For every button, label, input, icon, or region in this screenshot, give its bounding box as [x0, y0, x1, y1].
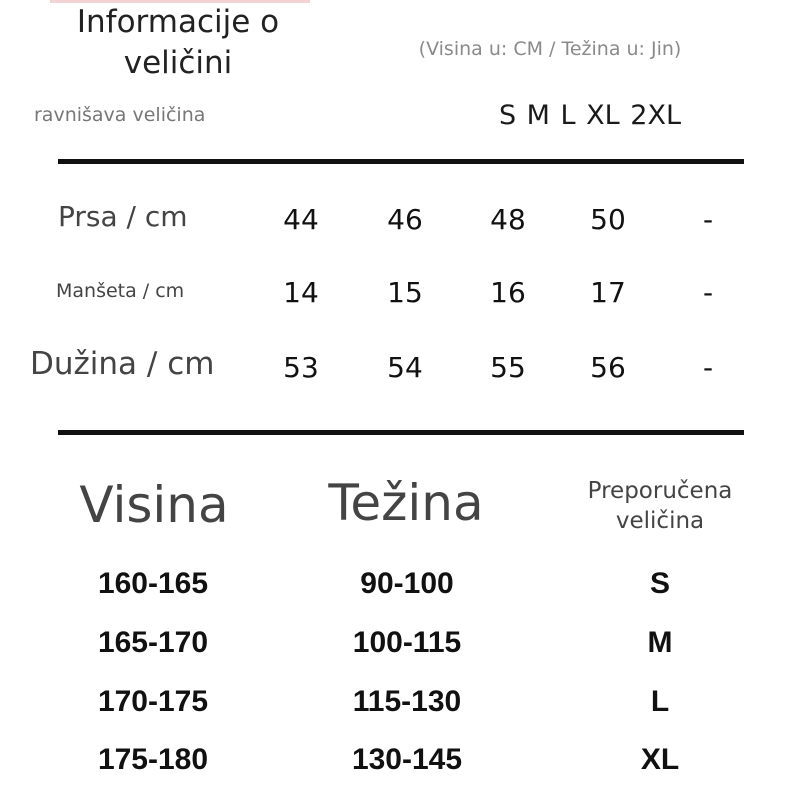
sizes-header: S M L XL 2XL [498, 100, 682, 131]
table-cell: L [650, 685, 670, 718]
table-cell: 16 [490, 276, 526, 309]
table-cell: 46 [387, 203, 423, 236]
table-cell: 55 [490, 351, 526, 384]
table-cell: 53 [283, 351, 319, 384]
table-cell: 130-145 [351, 743, 463, 776]
table-cell: 54 [387, 351, 423, 384]
table-cell: 165-170 [97, 626, 209, 659]
divider-top [58, 159, 744, 164]
table-cell: 115-130 [352, 685, 462, 718]
units-note: (Visina u: CM / Težina u: Jin) [418, 38, 682, 60]
table-cell: 14 [283, 276, 319, 309]
column-header-recommended-size: Preporučena veličina [587, 478, 733, 534]
table-cell: 15 [387, 276, 423, 309]
table-cell: 50 [590, 203, 626, 236]
page-title: Informacije o veličini [76, 4, 280, 81]
table-cell: - [702, 351, 714, 384]
table-cell: 100-115 [352, 626, 462, 659]
table-cell: M [647, 626, 673, 659]
table-cell: 17 [590, 276, 626, 309]
table-cell: 44 [283, 203, 319, 236]
table-cell: 175-180 [97, 743, 209, 776]
column-header-weight: Težina [328, 474, 484, 532]
table-cell: S [649, 567, 670, 600]
row-label-cuff: Manšeta / cm [56, 280, 185, 302]
table-cell: - [702, 203, 714, 236]
column-header-height: Visina [79, 476, 229, 534]
table-cell: 56 [590, 351, 626, 384]
table-cell: 170-175 [97, 685, 209, 718]
table-cell: XL [640, 743, 680, 776]
table-cell: 90-100 [360, 567, 454, 600]
table-cell: 160-165 [97, 567, 209, 600]
table-cell: 48 [490, 203, 526, 236]
row-label-length: Dužina / cm [30, 346, 215, 382]
standard-size-label: ravnišava veličina [34, 104, 206, 126]
row-label-chest: Prsa / cm [58, 200, 188, 233]
table-cell: - [702, 276, 714, 309]
divider-bottom [58, 430, 744, 435]
